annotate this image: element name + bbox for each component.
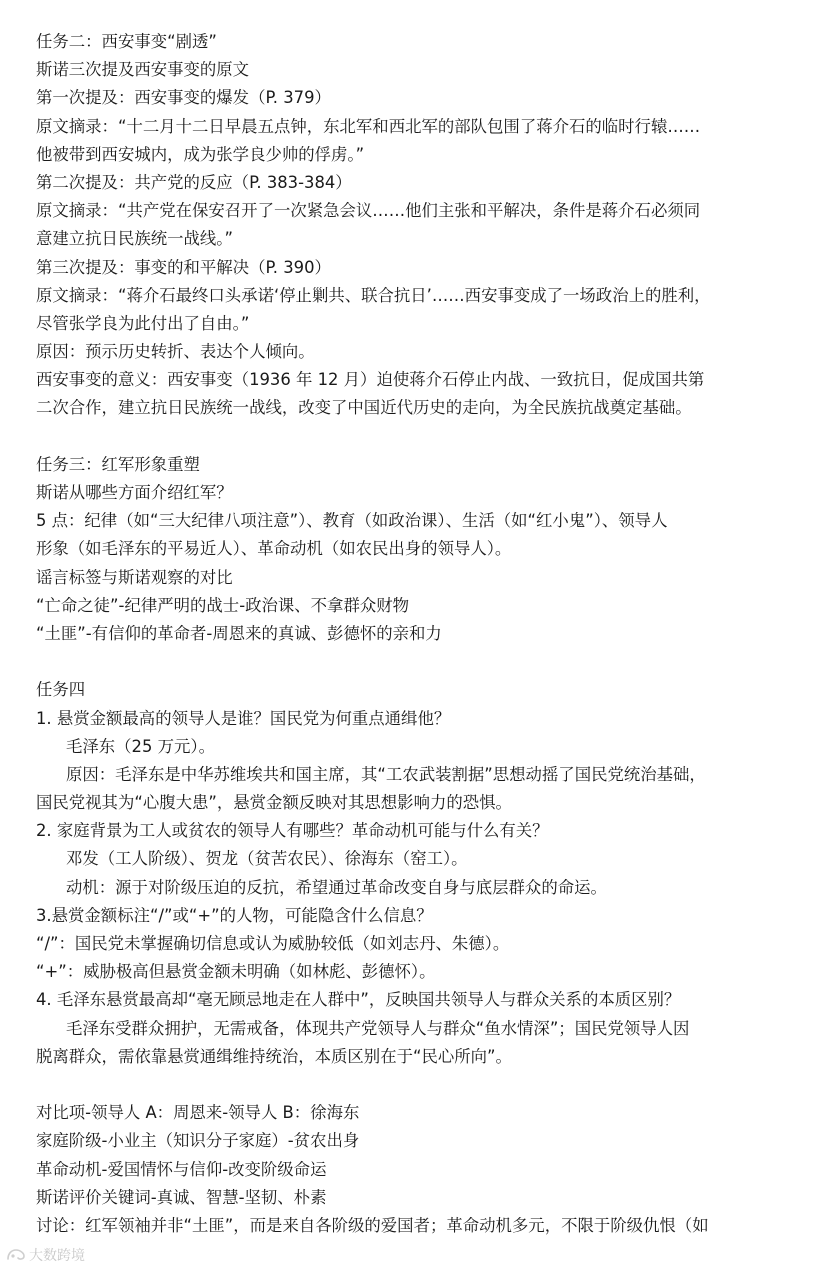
section-task-three xyxy=(36,451,806,648)
comparison-row: 对比项-领导人 A：周恩来-领导人 B：徐海东 xyxy=(36,1103,360,1123)
section-task-four xyxy=(36,676,806,1071)
text-line: 原文摘录：“十二月十二日早晨五点钟，东北军和西北军的部队包围了蒋介石的临时行辕…… xyxy=(36,116,701,136)
text-line: 意建立抗日民族统一战线。” xyxy=(36,229,233,249)
text-line: 形象（如毛泽东的平易近人）、革命动机（如农民出身的领导人）。 xyxy=(36,539,512,559)
section-heading: 任务三：红军形象重塑 xyxy=(36,454,200,474)
answer-line: “/”：国民党未掌握确切信息或认为威胁较低（如刘志丹、朱德）。 xyxy=(36,934,510,953)
text-line: 第一次提及：西安事变的爆发（P. 379） xyxy=(36,88,331,108)
text-line: 二次合作，建立抗日民族统一战线，改变了中国近代历史的走向，为全民族抗战奠定基础。 xyxy=(36,398,692,418)
answer-line: “+”：威胁极高但悬赏金额未明确（如林彪、彭德怀）。 xyxy=(36,962,436,982)
comparison-row: 家庭阶级-小业主（知识分子家庭）-贫农出身 xyxy=(36,1131,360,1151)
text-line: 原文摘录：“共产党在保安召开了一次紧急会议……他们主张和平解决，条件是蒋介石必须同 xyxy=(36,201,701,221)
text-line: “亡命之徒”-纪律严明的战士-政治课、不拿群众财物 xyxy=(36,595,410,615)
document-body xyxy=(36,28,806,1240)
text-line: 斯诺从哪些方面介绍红军？ xyxy=(36,483,233,502)
question-line: 4. 毛泽东悬赏最高却“毫无顾忌地走在人群中”，反映国共领导人与群众关系的本质区别？ xyxy=(36,990,681,1010)
text-line: 谣言标签与斯诺观察的对比 xyxy=(36,567,233,587)
comparison-row: 革命动机-爱国情怀与信仰-改变阶级命运 xyxy=(36,1159,327,1179)
section-heading: 任务二：西安事变“剧透” xyxy=(36,32,217,51)
text-line: 第三次提及：事变的和平解决（P. 390） xyxy=(36,257,331,277)
section-spacer xyxy=(36,1071,806,1099)
section-spacer xyxy=(36,648,806,676)
text-line: 他被带到西安城内，成为张学良少帅的俘虏。” xyxy=(36,144,365,164)
section-spacer xyxy=(36,423,806,451)
comparison-row: 斯诺评价关键词-真诚、智慧-坚韧、朴素 xyxy=(36,1187,327,1207)
answer-line: 毛泽东受群众拥护，无需戒备，体现共产党领导人与群众“鱼水情深”；国民党领导人因 xyxy=(66,1018,690,1038)
watermark-logo-icon xyxy=(6,1247,26,1263)
text-line: 第二次提及：共产党的反应（P. 383-384） xyxy=(36,172,352,192)
question-line: 2. 家庭背景为工人或贫农的领导人有哪些？革命动机可能与什么有关？ xyxy=(36,821,549,841)
watermark xyxy=(6,1244,85,1266)
text-line: 西安事变的意义：西安事变（1936 年 12 月）迫使蒋介石停止内战、一致抗日，促成国共第 xyxy=(36,370,705,390)
text-line: 尽管张学良为此付出了自由。” xyxy=(36,313,250,333)
text-line: 原因：预示历史转折、表达个人倾向。 xyxy=(36,342,315,362)
answer-line: 邓发（工人阶级）、贺龙（贫苦农民）、徐海东（窑工）。 xyxy=(66,849,468,869)
text-line: 原文摘录：“蒋介石最终口头承诺‘停止剿共、联合抗日’……西安事变成了一场政治上的胜利， xyxy=(36,285,711,305)
discussion-line: 讨论：红军领袖并非“土匪”，而是来自各阶级的爱国者；革命动机多元，不限于阶级仇恨（如 xyxy=(36,1215,709,1235)
answer-line: 国民党视其为“心腹大患”，悬赏金额反映对其思想影响力的恐惧。 xyxy=(36,793,512,813)
text-line: “土匪”-有信仰的革命者-周恩来的真诚、彭德怀的亲和力 xyxy=(36,623,442,643)
answer-line: 脱离群众，需依靠悬赏通缉维持统治，本质区别在于“民心所向”。 xyxy=(36,1046,512,1066)
watermark-text: 大数跨境 xyxy=(29,1248,85,1264)
text-line: 5 点：纪律（如“三大纪律八项注意”）、教育（如政治课）、生活（如“红小鬼”）、领导人 xyxy=(36,511,668,531)
question-line: 3.悬赏金额标注“/”或“+”的人物，可能隐含什么信息？ xyxy=(36,905,433,925)
answer-line: 毛泽东（25 万元）。 xyxy=(66,736,215,756)
section-heading: 任务四 xyxy=(36,680,86,700)
text-line: 斯诺三次提及西安事变的原文 xyxy=(36,60,250,80)
section-task-two xyxy=(36,28,806,423)
answer-line: 原因：毛泽东是中华苏维埃共和国主席，其“工农武装割据”思想动摇了国民党统治基础， xyxy=(66,764,706,784)
answer-line: 动机：源于对阶级压迫的反抗，希望通过革命改变自身与底层群众的命运。 xyxy=(66,877,607,897)
section-comparison xyxy=(36,1099,806,1240)
question-line: 1. 悬赏金额最高的领导人是谁？国民党为何重点通缉他？ xyxy=(36,708,451,728)
